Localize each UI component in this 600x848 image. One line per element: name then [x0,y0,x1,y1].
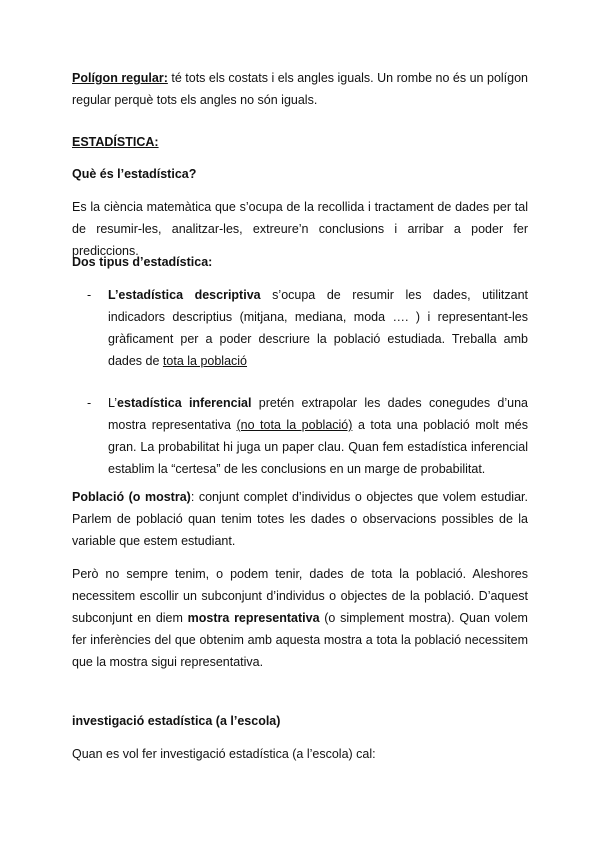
investigacio-title-text: investigació estadística (a l’escola) [72,714,281,728]
inferencial-term: estadística inferencial [117,396,252,410]
descriptiva-term: L’estadística descriptiva [108,288,261,302]
investigacio-title [72,710,528,732]
poligon-term: Polígon regular: [72,71,168,85]
poblacio-paragraph [72,486,528,552]
pero-text1: Però no sempre tenim, o podem tenir, dades de tota la població. Aleshores necessitem escollir un subconjunt d’individus o objectes de la població. D’aquest subconjunt en diem [72,567,528,625]
descriptiva-item [108,284,528,372]
poblacio-text: : conjunt complet d’individus o objectes que volem estudiar. Parlem de població quan tenim totes les dades o observacions possibles de la variable que estem estudiant. [72,490,528,548]
poligon-paragraph [72,67,528,111]
tipus-title [72,251,528,273]
inferencial-text2: a tota una població molt més gran. La probabilitat hi juga un paper clau. Quan fem estadística inferencial establim la “certesa” de les conclusions en un marge de probabilitat. [108,418,529,476]
inferencial-text1: pretén extrapolar les dades conegudes d’una mostra representativa [108,396,528,432]
descriptiva-underlined: tota la població [162,354,248,368]
tipus-title-text: Dos tipus d’estadística: [72,255,213,269]
poligon-text: té tots els costats i els angles iguals. Un rombe no és un polígon regular perquè tots els angles no són iguals. [72,71,529,107]
section-heading [72,131,528,153]
investigacio-text: Quan es vol fer investigació estadística (a l’escola) cal: [72,747,376,761]
pero-text2: (o simplement mostra). Quan volem fer inferències del que obtenim amb aquesta mostra a tota la població necessitem que la mostra sigui representativa. [72,611,528,669]
pero-term: mostra representativa [187,611,320,625]
bullet-descriptiva: - [87,288,92,302]
estadistica-heading: ESTADÍSTICA: [72,135,159,149]
que-es-title [72,163,528,185]
descriptiva-text: s’ocupa de resumir les dades, utilitzant indicadors descriptius (mitjana, mediana, moda …. ) i representant-les gràficament per a poder descriure la població estudiada. Treballa amb dades de [108,288,528,368]
bullet-inferencial: - [87,396,92,410]
inferencial-underlined: (no tota la població) [236,418,353,432]
inferencial-prefix: L’ [108,396,118,410]
poblacio-term: Població (o mostra) [72,490,191,504]
pero-paragraph [72,563,528,673]
que-es-paragraph: Es la ciència matemàtica que s’ocupa de la recollida i tractament de dades per tal de resumir-les, analitzar-les, extreure’n conclusions i arribar a poder fer prediccions. [72,200,528,258]
inferencial-item [108,392,528,480]
que-es-title-text: Què és l’estadística? [72,167,197,181]
